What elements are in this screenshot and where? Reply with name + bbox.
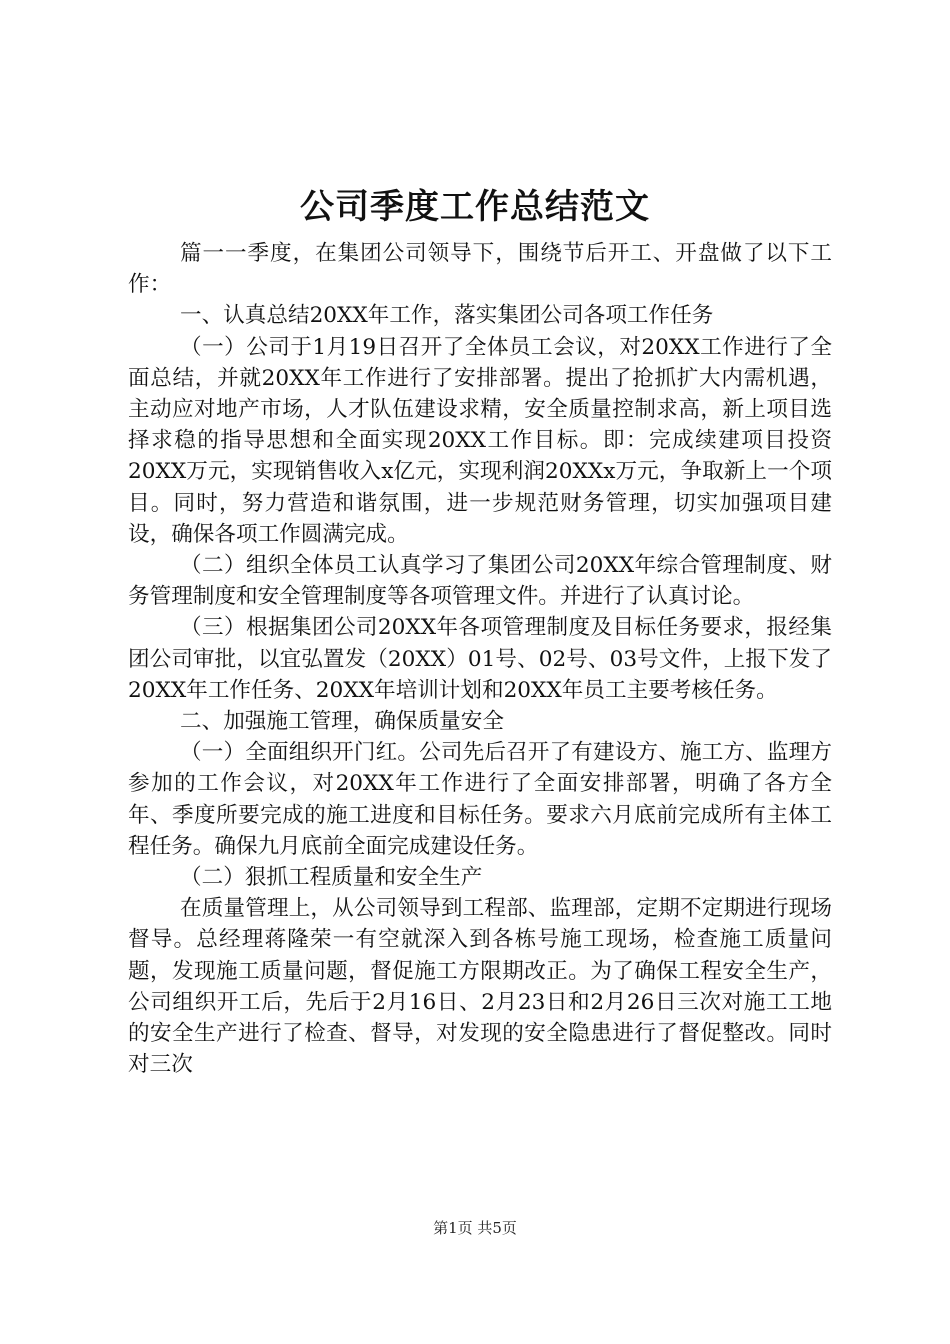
paragraph-1-2: （二）组织全体员工认真学习了集团公司20XX年综合管理制度、财务管理制度和安全管理制度等各项管理文件。并进行了认真讨论。 bbox=[128, 553, 832, 610]
document-title: 公司季度工作总结范文 bbox=[300, 187, 650, 227]
section-heading-1: 一、认真总结20XX年工作，落实集团公司各项工作任务 bbox=[180, 303, 714, 329]
document-body bbox=[128, 238, 832, 1080]
page-number-footer: 第1页 共5页 bbox=[433, 1219, 517, 1237]
paragraph-1-1: （一）公司于1月19日召开了全体员工会议，对20XX工作进行了全面总结，并就20XX年工作进行了安排部署。提出了抢抓扩大内需机遇，主动应对地产市场，人才队伍建设求精，安全质量控制求高，新上项目选择求稳的指导思想和全面实现20XX工作目标。即：完成续建项目投资20XX万元，实现销售收入x亿元，实现利润20XXx万元，争取新上一个项目。同时，努力营造和谐氛围，进一步规范财务管理，切实加强项目建设，确保各项工作圆满完成。 bbox=[128, 334, 832, 547]
subsection-heading-2-2: （二）狠抓工程质量和安全生产 bbox=[180, 865, 483, 891]
paragraph-1-3: （三）根据集团公司20XX年各项管理制度及目标任务要求，报经集团公司审批，以宜弘置发（20XX）01号、02号、03号文件，上报下发了20XX年工作任务、20XX年培训计划和20XX年员工主要考核任务。 bbox=[128, 615, 832, 703]
paragraph-2-1: （一）全面组织开门红。公司先后召开了有建设方、施工方、监理方参加的工作会议，对20XX年工作进行了全面安排部署，明确了各方全年、季度所要完成的施工进度和目标任务。要求六月底前完成所有主体工程任务。确保九月底前全面完成建设任务。 bbox=[128, 740, 832, 859]
section-heading-2: 二、加强施工管理，确保质量安全 bbox=[180, 709, 504, 735]
paragraph-2-2: 在质量管理上，从公司领导到工程部、监理部，定期不定期进行现场督导。总经理蒋隆荣一有空就深入到各栋号施工现场，检查施工质量问题，发现施工质量问题，督促施工方限期改正。为了确保工程安全生产，公司组织开工后，先后于2月16日、2月23日和2月26日三次对施工工地的安全生产进行了检查、督导，对发现的安全隐患进行了督促整改。同时对三次 bbox=[128, 896, 832, 1078]
paragraph-intro: 篇一一季度，在集团公司领导下，围绕节后开工、开盘做了以下工作： bbox=[128, 241, 832, 298]
